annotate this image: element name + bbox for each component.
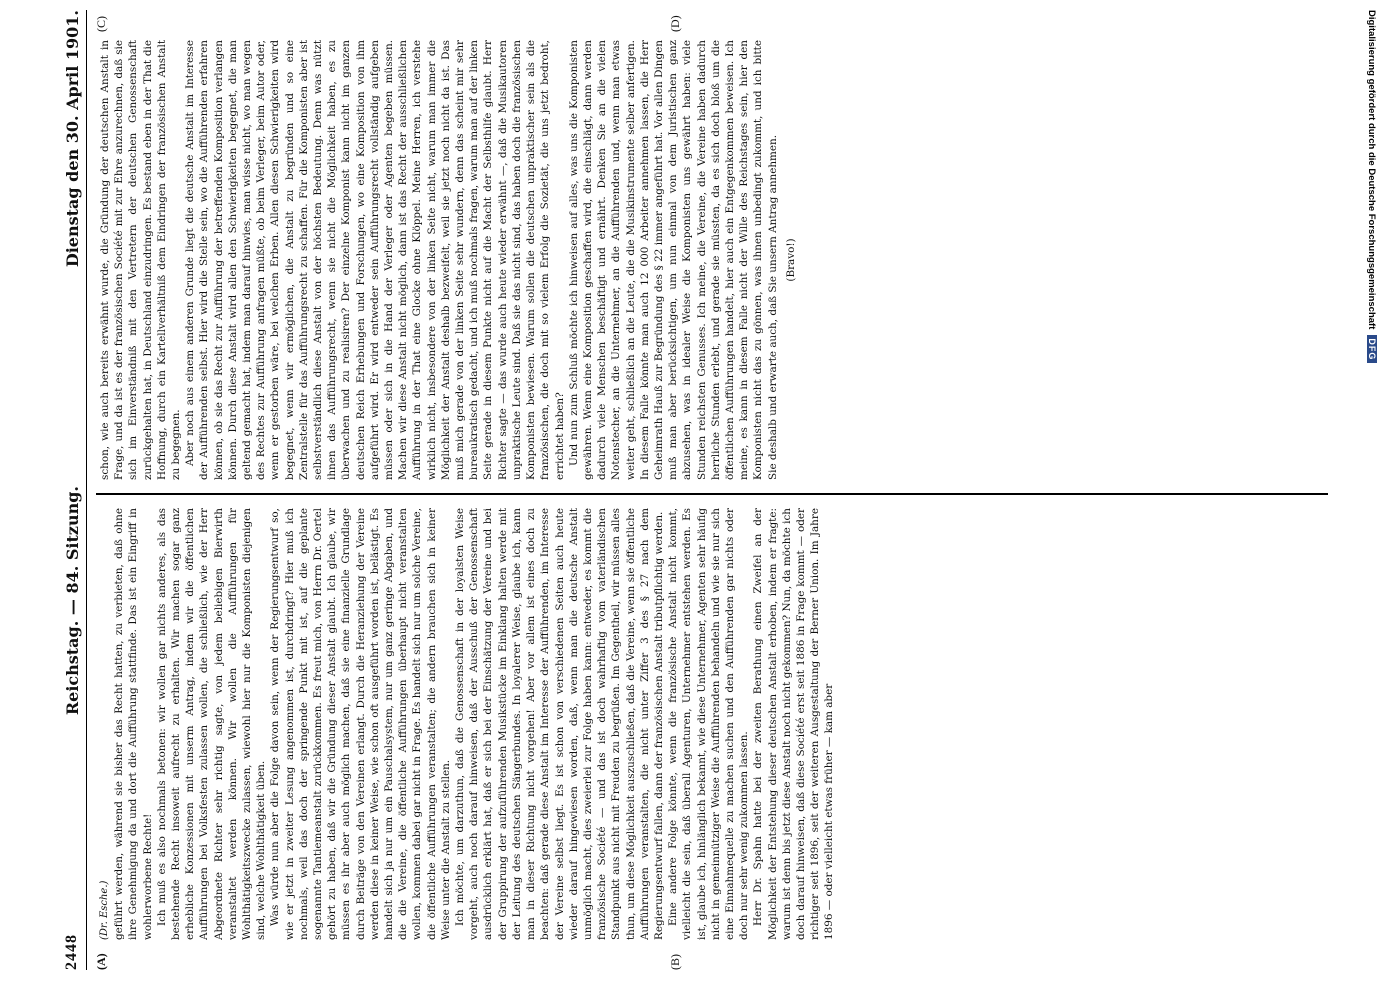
left-paragraph: Herr Dr. Spahn hatte bei der zweiten Berathung einen Zweifel an der Möglichkeit der Entstehung dieser deutschen Anstalt erhoben, indem er fragte: warum ist denn bis jetzt diese Anstalt noch nicht gekommen? Nun, da möchte ich doch darauf hinweisen, daß diese Société erst seit 1886 in Frage kommt — oder richtiger seit 1896, seit der weiteren Ausgestaltung der Berner Union. Im Jahre 1896 — oder vielleicht etwas früher — kam aber [752,508,836,940]
page-header [58,10,87,970]
right-paragraph: Und nun zum Schluß möchte ich hinweisen auf alles, was uns die Komponisten gewähren. Wenn eine Komposition geschaffen wird, die einschlägt, dann werden dadurch viele Menschen beschäftigt und ernährt. Denken Sie an die vielen Notenstecher, an die Unternehmer, an die Aufführenden und, wenn man etwas weiter geht, schließlich an die Leute, die die Musikinstrumente selber anfertigen. In diesem Falle könnte man auch 12 000 Arbeiter annehmen lassen, die Herr Geheimrath Hauß zur Begründung des § 22 immer angeführt hat. Vor allen Dingen muß man aber berücksichtigen, um nun einmal von dem Juristischen ganz abzusehen, was in idealer Weise die Komponisten uns gewährt haben: viele Stunden reichsten Genusses. Ich meine, die Vereine, die Vereine haben dadurch herrliche Stunden erlebt, und gerade sie müssten, da es sich doch bloß um die öffentlichen Aufführungen handelt, hier auch ein Entgegenkommen beweisen. Ich meine, es kann in diesem Falle nicht der Wille des Reichstages sein, hier den Komponisten nicht das zu gönnen, was ihnen unbedingt zukommt, und ich bitte Sie deshalb und erwarte auch, daß Sie unsern Antrag annehmen. [567,40,779,480]
page-number: 2448 [63,934,80,970]
digitization-credit [1365,10,1381,990]
speaker-label: (Dr. Esche.) [99,880,110,940]
right-paragraph: Aber noch aus einem anderen Grunde liegt die deutsche Anstalt im Interesse der Aufführenden selbst. Hier wird die Stelle sein, wo die Aufführenden erfahren können, ob sie das Recht zur Aufführung der betreffenden Komposition verlangen können. Durch diese Anstalt wird allen den Schwierigkeiten begegnet, die man geltend gemacht hat, indem man darauf hinwies, man wisse nicht, wo man wegen des Rechtes zur Aufführung anfragen müßte, ob beim Verleger, beim Autor oder, wenn er gestorben wäre, bei welchen Erben. Allen diesen Schwierigkeiten wird begegnet, wenn wir ermöglichen, die Anstalt zu begründen und so eine Zentralstelle für das Aufführungsrecht zu schaffen. Für die Komponisten aber ist selbstverständlich diese Anstalt von der höchsten Bedeutung. Denn was nützt ihnen das Aufführungsrecht, wenn sie nicht die Möglichkeit haben, es zu überwachen und zu realisiren? Der einzelne Komponist kann nicht im ganzen deutschen Reich Erhebungen und Forschungen, wo eine Komposition von ihm aufgeführt wird. Er wird entweder sein Aufführungsrecht vollständig aufgeben müssen oder sich in die Hand der Verleger oder Agenten begeben müssen. Machen wir diese Anstalt nicht möglich, dann ist das Recht der ausschließlichen Aufführung in der That eine Glocke ohne Klöppel. Meine Herren, ich verstehe wirklich nicht, insbesondere von der linken Seite nicht, warum man immer die Möglichkeit der Anstalt deshalb bezweifelt, weil sie jetzt noch nicht da ist. Das muß mich gerade von der linken Seite sehr wundern, denn das scheint mir sehr bureaukratisch gedacht, und ich muß nochmals fragen, warum man auf der linken Seite gerade in diesem Punkte nicht auf die Macht der Selbsthilfe glaubt. Herr Richter sagte — das wurde auch heute wieder erwähnt —, daß die Musikautoren unpraktische Leute sind. Daß sie das nicht sind, das haben doch die französischen Komponisten bewiesen. Warum sollen die deutschen unpraktischer sein als die französischen, die doch mit so vielem Erfolg die Sozietät, die uns jetzt bedroht, errichtet haben? [184,40,566,480]
margin-marker-a: (A) [94,953,108,970]
credit-text: Digitalisierung gefördert durch die Deutsche Forschungsgemeinschaft [1366,10,1378,330]
left-paragraph: Ich möchte, um darzuthun, daß die Genossenschaft in der loyalsten Weise vorgeht, auch noch darauf hinweisen, daß der Ausschuß der Genossenschaft ausdrücklich erklärt hat, daß er sich bei der Einschätzung der Vereine und bei der Gruppirung der aufzuführenden Musikstücke im Einklang halten werde mit der Leitung des deutschen Sängerbundes. In loyalerer Weise, glaube ich, kann man in dieser Richtung nicht vorgehen! Aber vor allem ist eines doch zu beachten: daß gerade diese Anstalt im Interesse der Aufführenden, im Interesse der Vereine selbst liegt. Es ist schon von verschiedenen Seiten auch heute wieder darauf hingewiesen worden, daß, wenn man die deutsche Anstalt unmöglich macht, dies zweierlei zur Folge haben kann: entweder, es kommt die französische Société — und das ist doch wahrhaftig vom vaterländischen Standpunkt aus nicht mit Freuden zu begrüßen. Im Gegentheil, wir müssen alles thun, um diese Möglichkeit auszuschließen, daß die Vereine, wenn sie öffentliche Aufführungen veranstalten, die nicht unter Ziffer 3 des § 27 nach dem Regierungsentwurf fallen, dann der französischen Anstalt tributpflichtig werden. [454,508,665,940]
rotated-document-page [58,10,1348,970]
left-column [98,508,1348,940]
margin-marker-c: (C) [94,16,108,32]
right-column [98,40,1348,480]
left-paragraph: Eine andere Folge könnte, wenn die französische Anstalt nicht kommt, vielleicht die sein, daß überall Agenturen, Unternehmer entstehen werden. Es ist, glaube ich, hinlänglich bekannt, wie diese Unternehmer, Agenten sehr häufig nicht in gemeinnütziger Weise die Aufführenden behandeln und wie sie nur sich eine Einnahmequelle zu machen suchen und den Aufführenden gar nichts oder doch nur sehr wenig zukommen lassen. [667,508,751,940]
left-paragraph: Ich muß es also nochmals betonen: wir wollen gar nichts anderes, als das bestehende Recht insoweit aufrecht zu erhalten. Wir machen sogar ganz erhebliche Konzessionen mit unserm Antrag, indem wir die öffentlichen Aufführungen bei Volksfesten zulassen wollen, die schließlich, wie der Herr Abgeordnete Richter sehr richtig sagte, von jedem beliebigen Bierwirth veranstaltet werden können. Wir wollen die Aufführungen für Wohlthätigkeitszwecke zulassen, wiewohl hier nur die Komponisten diejenigen sind, welche Wohlthätigkeit üben. [155,508,268,940]
session-title: Reichstag. — 84. Sitzung. [62,486,82,716]
left-paragraph: Was würde nun aber die Folge davon sein, wenn der Regierungsentwurf so, wie er jetzt in zweiter Lesung angenommen ist, durchdringt? Hier muß ich nochmals, weil das doch der springende Punkt mit ist, auf die geplante sogenannte Tantiemeanstalt zurückkommen. Es freut mich, von Herrn Dr. Oertel gehört zu haben, daß wir die Gründung dieser Anstalt glaubt. Ich glaube, wir müssen es ihr aber auch möglich machen, daß sie eine finanzielle Grundlage durch Beiträge von den Vereinen erlangt. Durch die Heranziehung der Vereine werden diese in keiner Weise, wie schon oft ausgeführt worden ist, belästigt. Es handelt sich ja nur um ein Pauschalsystem, nur um ganz geringe Abgaben, und die die Vereine, die öffentliche Aufführungen überhaupt nicht veranstalten wollen, kommen dabei gar nicht in Frage. Es handelt sich nur um solche Vereine, die öffentliche Aufführungen veranstalten; die andern brauchen sich in keiner Weise unter die Anstalt zu stellen. [269,508,452,940]
margin-marker-d: (D) [668,15,682,32]
session-date: Dienstag den 30. April 1901. [62,10,82,268]
dfg-logo: DFG [1367,335,1377,363]
margin-marker-b: (B) [668,954,682,970]
applause-note: (Bravo!) [784,238,797,282]
right-paragraph: schon, wie auch bereits erwähnt wurde, die Gründung der deutschen Anstalt in Frage, und da ist es der französischen Société mit zur Ehre anzurechnen, daß sie sich im Einverständniß mit den Vertretern der deutschen Genossenschaft zurückgehalten hat, in Deutschland einzudringen. Es bestand eben in der That die Hoffnung, durch ein Kartellverhältniß dem Eindringen der französischen Anstalt zu begegnen. [99,40,183,480]
column-divider [96,493,1328,495]
left-paragraph: geführt werden, während sie bisher das Recht hatten, zu verbieten, daß ohne ihre Genehmigung da und dort die Aufführung stattfinde. Das ist ein Eingriff in wohlerworbene Rechte! [113,508,154,940]
